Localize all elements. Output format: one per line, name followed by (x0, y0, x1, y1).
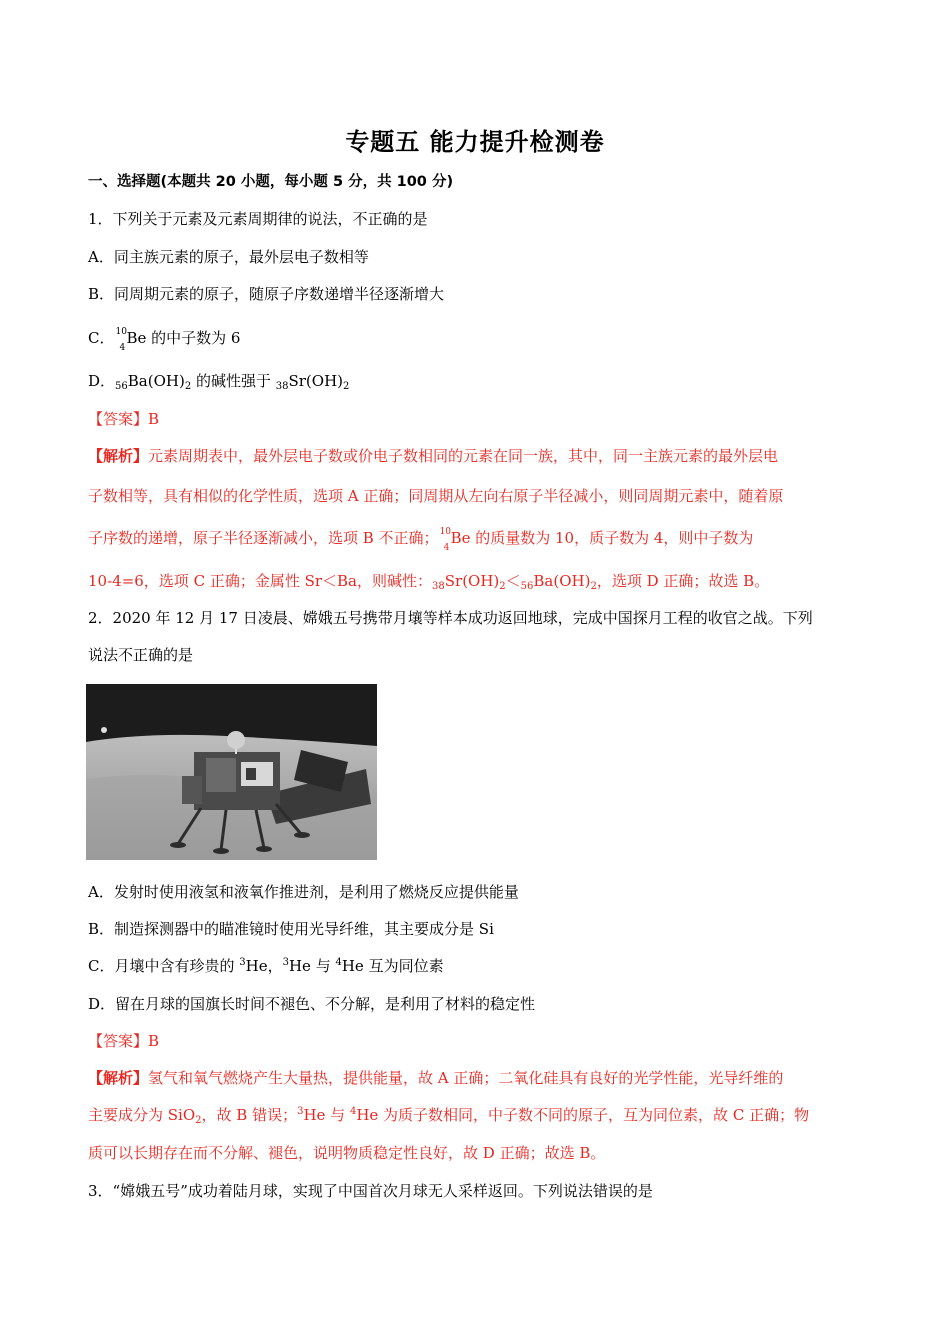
nuclide-be: 10 4 (115, 327, 127, 353)
q2-stem-line-2: 说法不正确的是 (88, 646, 194, 664)
q2-option-d: D．留在月球的国旗长时间不褪色、不分解，是利用了材料的稳定性 (88, 995, 536, 1013)
q2-explanation-line-2: 主要成分为 SiO$_2$，故 B 错误；$^3$He 与 $^4$He 为质子数相同，中子数不同的原子，互为同位素，故 C 正确；物 (88, 1106, 810, 1126)
q2-explanation-line-3: 质可以长期存在而不分解、褪色，说明物质稳定性良好，故 D 正确；故选 B。 (88, 1144, 606, 1162)
q2-option-a: A．发射时使用液氢和液氧作推进剂，是利用了燃烧反应提供能量 (88, 883, 519, 901)
nuclide-be-explanation: 10 4 (439, 527, 452, 553)
q2-explanation-line-1: 【解析】氢气和氧气燃烧产生大量热，提供能量，故 A 正确；二氧化硅具有良好的光学性能，光导纤维的 (88, 1069, 784, 1087)
q1-stem: 1．下列关于元素及元素周期律的说法，不正确的是 (88, 210, 428, 228)
q1-option-c: C． 10 4 Be 的中子数为 6 (88, 327, 241, 353)
page-title: 专题五 能力提升检测卷 (345, 128, 605, 156)
q1-explanation-line-4: 10-4=6，选项 C 正确；金属性 Sr＜Ba，则碱性：$_{38}Sr(OH)_2<_{56}Ba(OH)_2$，选项 D 正确；故选 B。 (88, 572, 770, 592)
q1-explanation-line-3: 子序数的递增，原子半径逐渐减小，选项 B 不正确； 10 4 Be 的质量数为 10，质子数为 4，则中子数为 (88, 527, 754, 553)
section-heading: 一、选择题(本题共 20 小题，每小题 5 分，共 100 分) (88, 174, 454, 190)
q2-option-c: C．月壤中含有珍贵的 $^3$He，$^3$He 与 $^4$He 互为同位素 (88, 957, 444, 975)
q1-option-b: B．同周期元素的原子，随原子序数递增半径逐渐增大 (88, 285, 445, 303)
q2-option-b: B．制造探测器中的瞄准镜时使用光导纤维，其主要成分是 Si (88, 920, 494, 938)
q1-explanation-line-2: 子数相等，具有相似的化学性质，选项 A 正确；同周期从左向右原子半径减小，则同周期元素中，随着原 (88, 487, 784, 505)
q1-explanation-line-1: 【解析】元素周期表中，最外层电子数或价电子数相同的元素在同一族，其中，同一主族元素的最外层电 (88, 447, 779, 465)
q2-answer: 【答案】B (88, 1032, 160, 1050)
q3-stem: 3．“嫦娥五号”成功着陆月球，实现了中国首次月球无人采样返回。下列说法错误的是 (88, 1182, 653, 1200)
q1-answer: 【答案】B (88, 410, 160, 428)
q1-option-a: A．同主族元素的原子，最外层电子数相等 (88, 248, 369, 266)
q2-stem-line-1: 2．2020 年 12 月 17 日凌晨、嫦娥五号携带月壤等样本成功返回地球，完成中国探月工程的收官之战。下列 (88, 609, 813, 627)
lunar-lander-photo (86, 684, 377, 860)
q1-option-d: D．$_{56}Ba(OH)_2$ 的碱性强于 $_{38}Sr(OH)_2$ (88, 372, 350, 392)
